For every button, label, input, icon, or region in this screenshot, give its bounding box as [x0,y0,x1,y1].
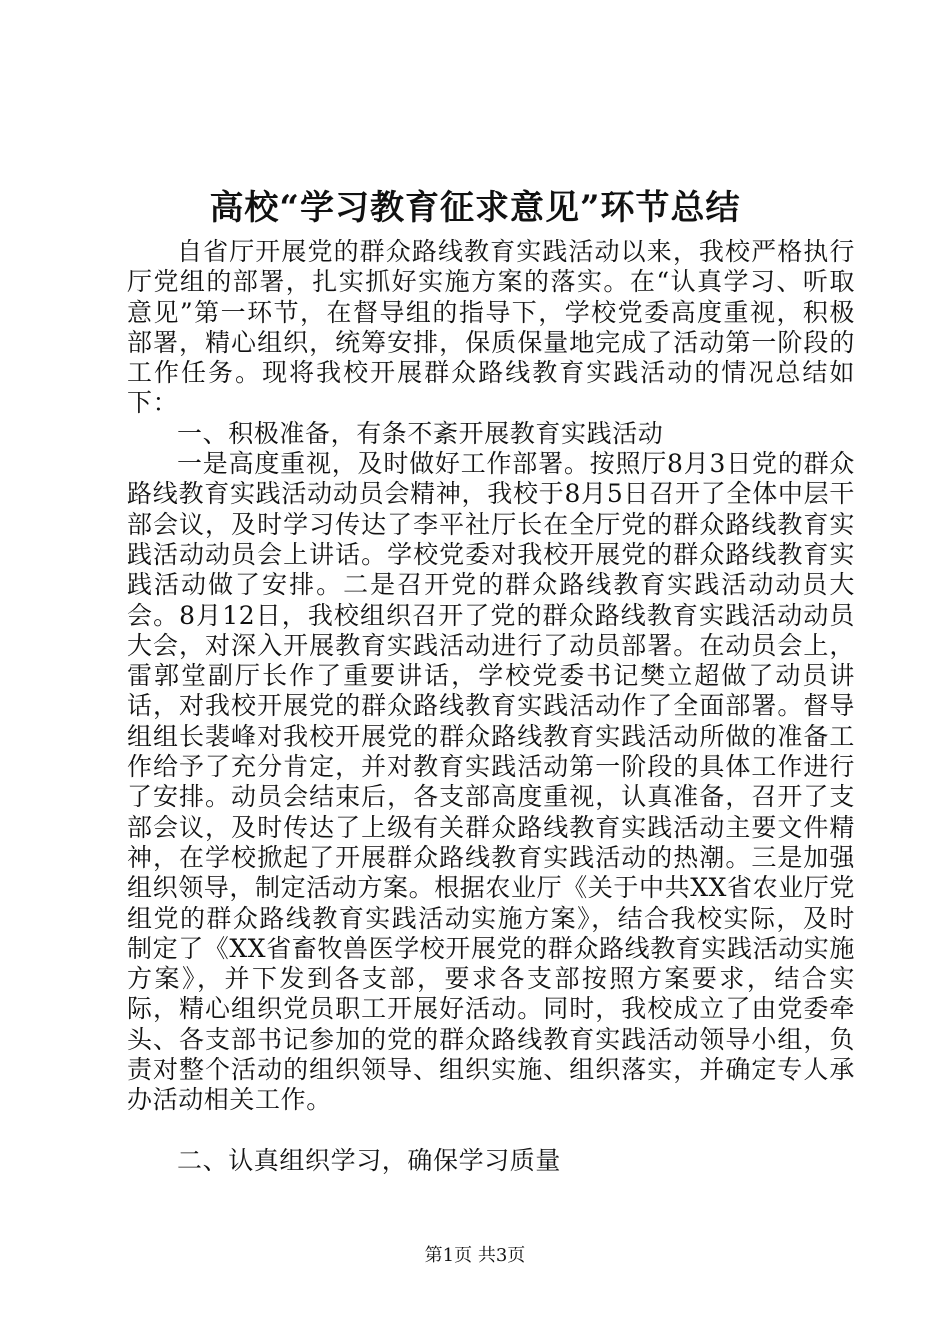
section-heading-2: 二、认真组织学习，确保学习质量 [177,1145,562,1175]
document-title: 高校“学习教育征求意见”环节总结 [209,188,741,228]
document-body [127,237,855,1176]
page-footer: 第1页 共3页 [424,1245,526,1266]
intro-paragraph: 自省厅开展党的群众路线教育实践活动以来，我校严格执行厅党组的部署，扎实抓好实施方案的落实。在“认真学习、听取意见”第一环节，在督导组的指导下，学校党委高度重视，积极部署，精心组织，统筹安排，保质保量地完成了活动第一阶段的工作任务。现将我校开展群众路线教育实践活动的情况总结如下： [127,237,855,418]
section-1-paragraph: 一是高度重视，及时做好工作部署。按照厅8月3日党的群众路线教育实践活动动员会精神，我校于8月5日召开了全体中层干部会议，及时学习传达了李平社厅长在全厅党的群众路线教育实践活动动员会上讲话。学校党委对我校开展党的群众路线教育实践活动做了安排。二是召开党的群众路线教育实践活动动员大会。8月12日，我校组织召开了党的群众路线教育实践活动动员大会，对深入开展教育实践活动进行了动员部署。在动员会上，雷郭堂副厅长作了重要讲话，学校党委书记樊立超做了动员讲话，对我校开展党的群众路线教育实践活动作了全面部署。督导组组长裴峰对我校开展党的群众路线教育实践活动所做的准备工作给予了充分肯定，并对教育实践活动第一阶段的具体工作进行了安排。动员会结束后，各支部高度重视，认真准备，召开了支部会议，及时传达了上级有关群众路线教育实践活动主要文件精神，在学校掀起了开展群众路线教育实践活动的热潮。三是加强组织领导，制定活动方案。根据农业厅《关于中共XX省农业厅党组党的群众路线教育实践活动实施方案》，结合我校实际，及时制定了《XX省畜牧兽医学校开展党的群众路线教育实践活动实施方案》，并下发到各支部，要求各支部按照方案要求，结合实际，精心组织党员职工开展好活动。同时，我校成立了由党委牵头、各支部书记参加的党的群众路线教育实践活动领导小组，负责对整个活动的组织领导、组织实施、组织落实，并确定专人承办活动相关工作。 [127,449,855,1115]
section-heading-1: 一、积极准备，有条不紊开展教育实践活动 [177,418,664,448]
